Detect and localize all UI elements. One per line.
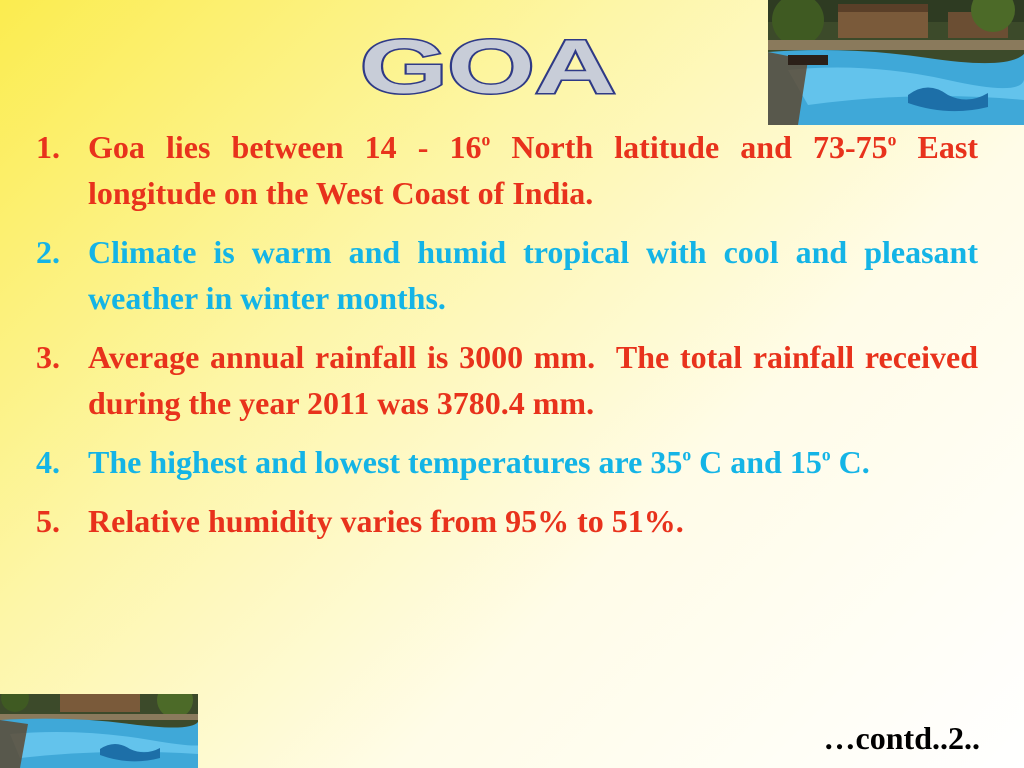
list-text: The highest and lowest temperatures are 35$^o$ C and 15$^o$ C. [88, 444, 870, 480]
pool-photo-top [768, 0, 1024, 125]
list-number: 2. [36, 234, 60, 270]
list-item [36, 229, 978, 321]
info-list [36, 124, 986, 557]
list-item [36, 439, 978, 485]
continued-label: …contd..2.. [823, 720, 980, 756]
list-item [36, 334, 986, 426]
list-text: Relative humidity varies from 95% to 51%. [88, 503, 684, 539]
page-title [356, 36, 620, 100]
list-text: Average annual rainfall is 3000 mm. The total rainfall received during the year 2011 was 3780.4 mm. [88, 339, 986, 421]
list-number: 5. [36, 503, 60, 539]
list-text: Climate is warm and humid tropical with cool and pleasant weather in winter months. [88, 234, 978, 316]
pool-photo-bottom [0, 694, 198, 768]
list-text: Goa lies between 14 - 16$^o$ North latitude and 73-75$^o$ East longitude on the West Coast of India. [88, 129, 978, 211]
list-item [36, 498, 978, 544]
list-number: 3. [36, 339, 60, 375]
list-number: 1. [36, 129, 60, 165]
list-item [36, 124, 978, 216]
list-number: 4. [36, 444, 60, 480]
page-title-text: GOA [360, 36, 616, 100]
